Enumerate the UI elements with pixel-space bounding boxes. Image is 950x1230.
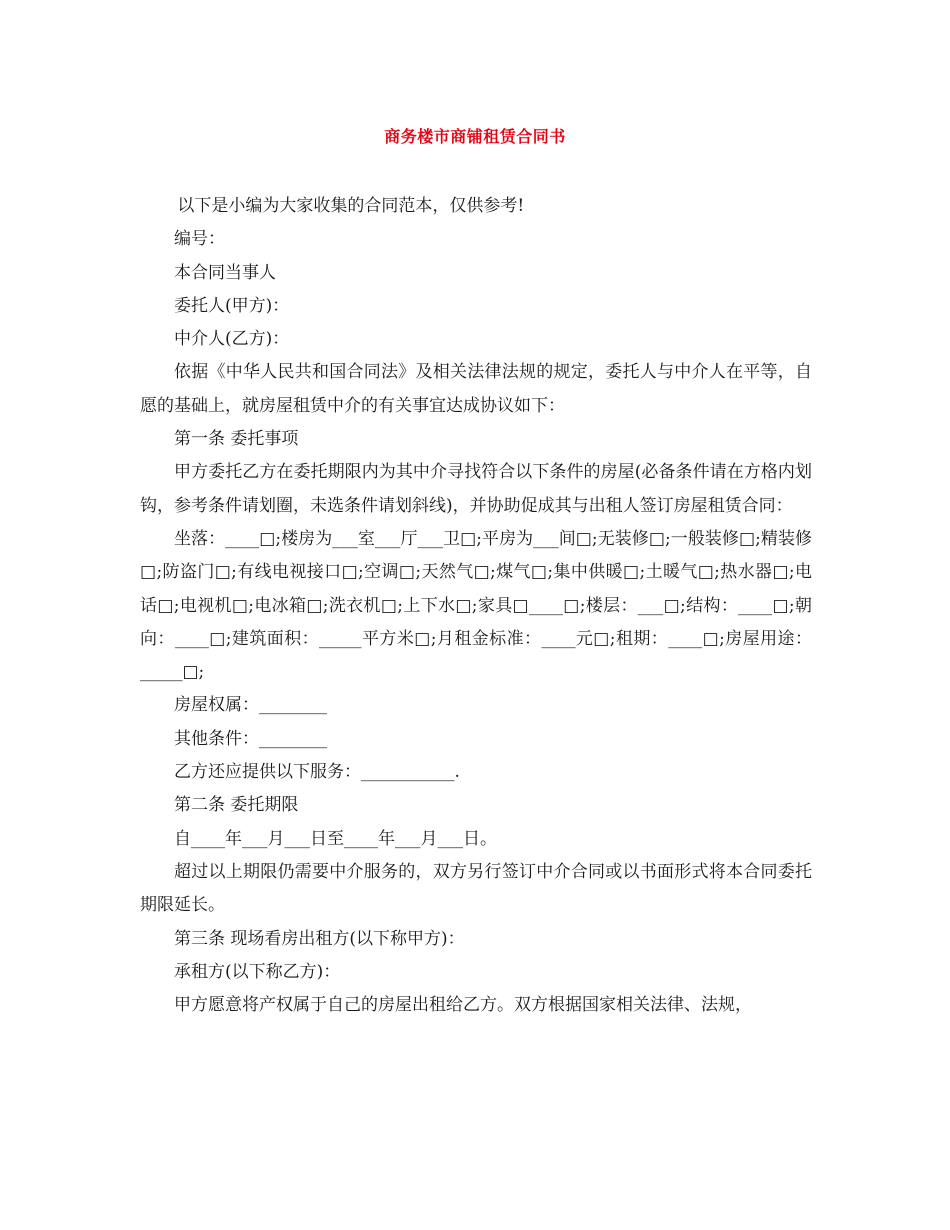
term-dates-line: 自____年___月___日至____年___月___日。 bbox=[174, 828, 497, 849]
parties-heading: 本合同当事人 bbox=[174, 262, 276, 283]
article-1-paragraph: 甲方委托乙方在委托期限内为其中介寻找符合以下条件的房屋(必备条件请在方格内划钩，参考条件请划圈，未选条件请划斜线)，并协助促成其与出租人签订房屋租赁合同： bbox=[140, 462, 812, 516]
legal-basis-paragraph: 依据《中华人民共和国合同法》及相关法律法规的规定，委托人与中介人在平等，自愿的基础上，就房屋租赁中介的有关事宜达成协议如下： bbox=[140, 362, 812, 416]
intro-note: 以下是小编为大家收集的合同范本，仅供参考! bbox=[177, 196, 525, 216]
principal-party-line: 委托人(甲方)： bbox=[174, 295, 290, 316]
lease-intent-paragraph: 甲方愿意将产权属于自己的房屋出租给乙方。双方根据国家相关法律、法规， bbox=[174, 995, 752, 1016]
lessee-line: 承租方(以下称乙方)： bbox=[174, 961, 341, 982]
property-conditions-paragraph: 坐落：____□;楼房为___室___厅___卫□;平房为___间□;无装修□;一般装修□;精装修□;防盗门□;有线电视接口□;空调□;天然气□;煤气□;集中供暖□;土暖气□;热水器□;电话□;电视机□;电冰箱□;洗衣机□;上下水□;家具□____□;楼层：___□;结构：____□;朝向：____□;建筑面积：_____平方米□;月租金标准：____元□;租期：____□;房屋用途：_____□; bbox=[140, 528, 812, 683]
contract-number-line: 编号： bbox=[174, 229, 225, 250]
document-title: 商务楼市商铺租赁合同书 bbox=[384, 127, 566, 146]
document-body bbox=[140, 190, 812, 1022]
ownership-line: 房屋权属：________ bbox=[174, 695, 327, 716]
article-1-heading: 第一条 委托事项 bbox=[174, 429, 299, 450]
article-3-heading: 第三条 现场看房出租方(以下称甲方)： bbox=[174, 928, 465, 949]
other-conditions-line: 其他条件：________ bbox=[174, 728, 327, 749]
article-2-heading: 第二条 委托期限 bbox=[174, 795, 299, 816]
term-extension-paragraph: 超过以上期限仍需要中介服务的，双方另行签订中介合同或以书面形式将本合同委托期限延长。 bbox=[140, 861, 812, 916]
extra-services-line: 乙方还应提供以下服务：___________. bbox=[174, 762, 460, 783]
agent-party-line: 中介人(乙方)： bbox=[174, 329, 290, 350]
